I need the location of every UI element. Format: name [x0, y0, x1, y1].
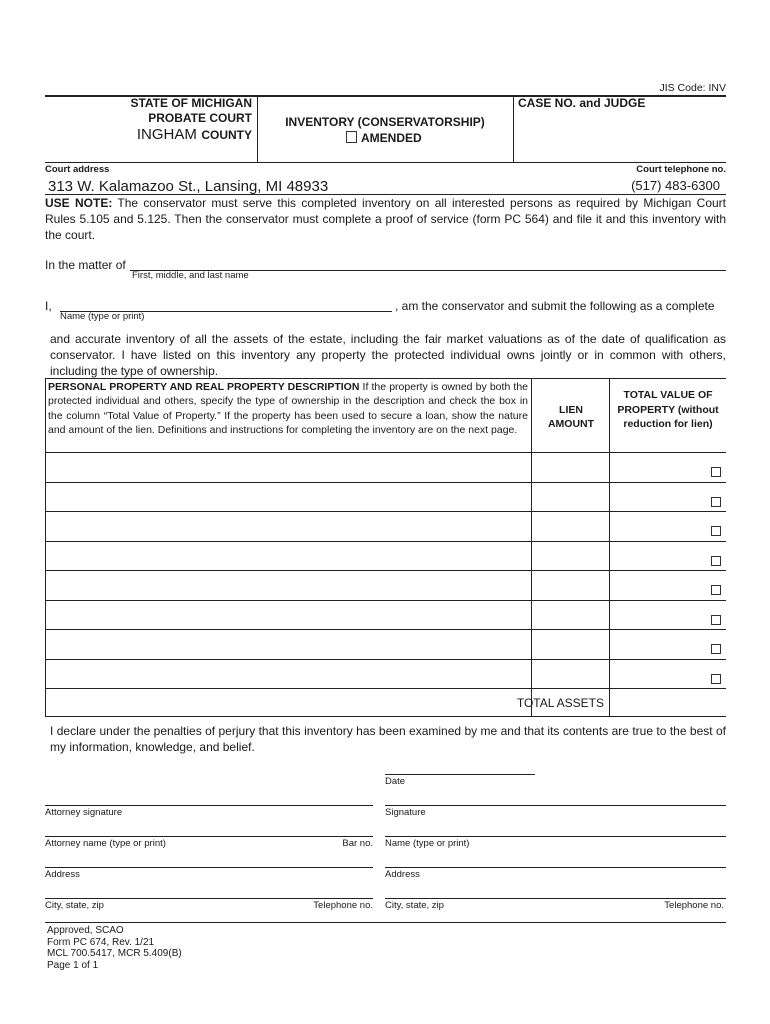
description-header-text: If the property is owned by both the protected individual and others, specify the type of ownership in the description and check the box in the column “Total Value of Property.” If the property has been used to secure a loan, show the nature and amount of the lien. Definitions and instructions for completing the inventory are on the next page. [48, 381, 528, 437]
table-row-rule [45, 600, 726, 601]
city-field[interactable] [385, 898, 726, 899]
table-row-rule [45, 452, 726, 453]
joint-ownership-checkbox[interactable] [711, 644, 721, 654]
amended-checkbox[interactable] [346, 131, 357, 143]
court-address-value[interactable]: 313 W. Kalamazoo St., Lansing, MI 48933 [48, 178, 329, 195]
form-title: INVENTORY (CONSERVATORSHIP) [285, 115, 485, 129]
joint-ownership-checkbox[interactable] [711, 615, 721, 625]
attorney-signature-label: Attorney signature [45, 807, 123, 818]
matter-prefix: In the matter of [45, 258, 126, 272]
amended-label: AMENDED [361, 131, 422, 145]
joint-ownership-checkbox[interactable] [711, 467, 721, 477]
table-col-rule-1 [531, 378, 532, 716]
footer-form-number: Form PC 674, Rev. 1/21 [47, 936, 155, 948]
footer-page-number: Page 1 of 1 [47, 959, 99, 971]
use-note-label: USE NOTE: [45, 196, 113, 210]
attorney-city-field[interactable] [45, 898, 373, 899]
use-note [45, 195, 726, 243]
court-telephone-value[interactable]: (517) 483-6300 [631, 178, 720, 193]
county-name[interactable]: INGHAM [136, 126, 197, 143]
address-label: Address [385, 869, 420, 880]
header-divider-2 [513, 95, 514, 162]
attorney-city-label: City, state, zip [45, 900, 104, 911]
declaration-text: I declare under the penalties of perjury that this inventory has been examined by me and that its contents are true to the best of my information, knowledge, and belief. [50, 724, 726, 754]
table-row-rule [45, 659, 726, 660]
total-value-header: TOTAL VALUE OF PROPERTY (without reduction for lien) [617, 389, 719, 430]
table-left-rule [45, 378, 46, 716]
footer-citation: MCL 700.5417, MCR 5.409(B) [47, 948, 182, 959]
table-row-rule [45, 482, 726, 483]
address-field[interactable] [385, 867, 726, 868]
form-footer [47, 925, 182, 971]
footer-rule [45, 922, 726, 923]
bar-number-label: Bar no. [342, 838, 373, 849]
date-field[interactable] [385, 774, 535, 775]
case-label: CASE NO. and JUDGE [518, 96, 646, 110]
attorney-signature-field[interactable] [45, 805, 373, 806]
table-row-rule [45, 688, 726, 689]
jis-code: JIS Code: INV [659, 82, 726, 94]
signature-label: Signature [385, 807, 426, 818]
attorney-address-field[interactable] [45, 867, 373, 868]
joint-ownership-checkbox[interactable] [711, 674, 721, 684]
joint-ownership-checkbox[interactable] [711, 497, 721, 507]
table-row-rule [45, 511, 726, 512]
conservator-caption: Name (type or print) [60, 311, 145, 322]
attorney-name-label: Attorney name (type or print) [45, 838, 166, 849]
lien-amount-header: LIEN AMOUNT [547, 404, 595, 430]
table-row-rule [45, 629, 726, 630]
table-col-rule-2 [609, 378, 610, 716]
date-label: Date [385, 776, 406, 787]
joint-ownership-checkbox[interactable] [711, 526, 721, 536]
description-header-title: PERSONAL PROPERTY AND REAL PROPERTY DESCRIPTION [48, 381, 360, 393]
attorney-address-label: Address [45, 869, 80, 880]
description-header [48, 380, 528, 438]
attorney-telephone-label: Telephone no. [313, 900, 373, 911]
footer-approval: Approved, SCAO [47, 925, 124, 936]
court-name: PROBATE COURT [148, 111, 252, 125]
table-top-rule [45, 378, 726, 379]
table-row-rule [45, 570, 726, 571]
use-note-text: The conservator must serve this completed inventory on all interested persons as required by Michigan Court Rules 5.105 and 5.125. Then the conservator must complete a proof of service (form PC 564) and file it and this inventory with the court. [45, 196, 726, 242]
name-label: Name (type or print) [385, 838, 470, 849]
attorney-name-field[interactable] [45, 836, 373, 837]
signature-field[interactable] [385, 805, 726, 806]
name-field[interactable] [385, 836, 726, 837]
conservator-prefix: I, [45, 299, 52, 313]
joint-ownership-checkbox[interactable] [711, 585, 721, 595]
state-name: STATE OF MICHIGAN [130, 96, 252, 110]
county-line [45, 126, 252, 144]
conservator-statement: and accurate inventory of all the assets of the estate, including the fair market valuations as of the date of qualification as conservator. I have listed on this inventory any property the protected individual owns jointly or in common with others, including the type of ownership. [50, 332, 726, 378]
total-assets-label: TOTAL ASSETS [516, 696, 604, 710]
telephone-label: Telephone no. [664, 900, 724, 911]
matter-caption: First, middle, and last name [132, 270, 249, 281]
court-address-label: Court address [45, 164, 110, 175]
city-label: City, state, zip [385, 900, 444, 911]
conservator-suffix: , am the conservator and submit the following as a complete [395, 299, 715, 313]
table-bottom-rule [45, 716, 726, 717]
court-telephone-label: Court telephone no. [636, 164, 726, 175]
table-row-rule [45, 541, 726, 542]
header-bottom-rule [45, 162, 726, 163]
joint-ownership-checkbox[interactable] [711, 556, 721, 566]
county-label: COUNTY [201, 128, 252, 142]
